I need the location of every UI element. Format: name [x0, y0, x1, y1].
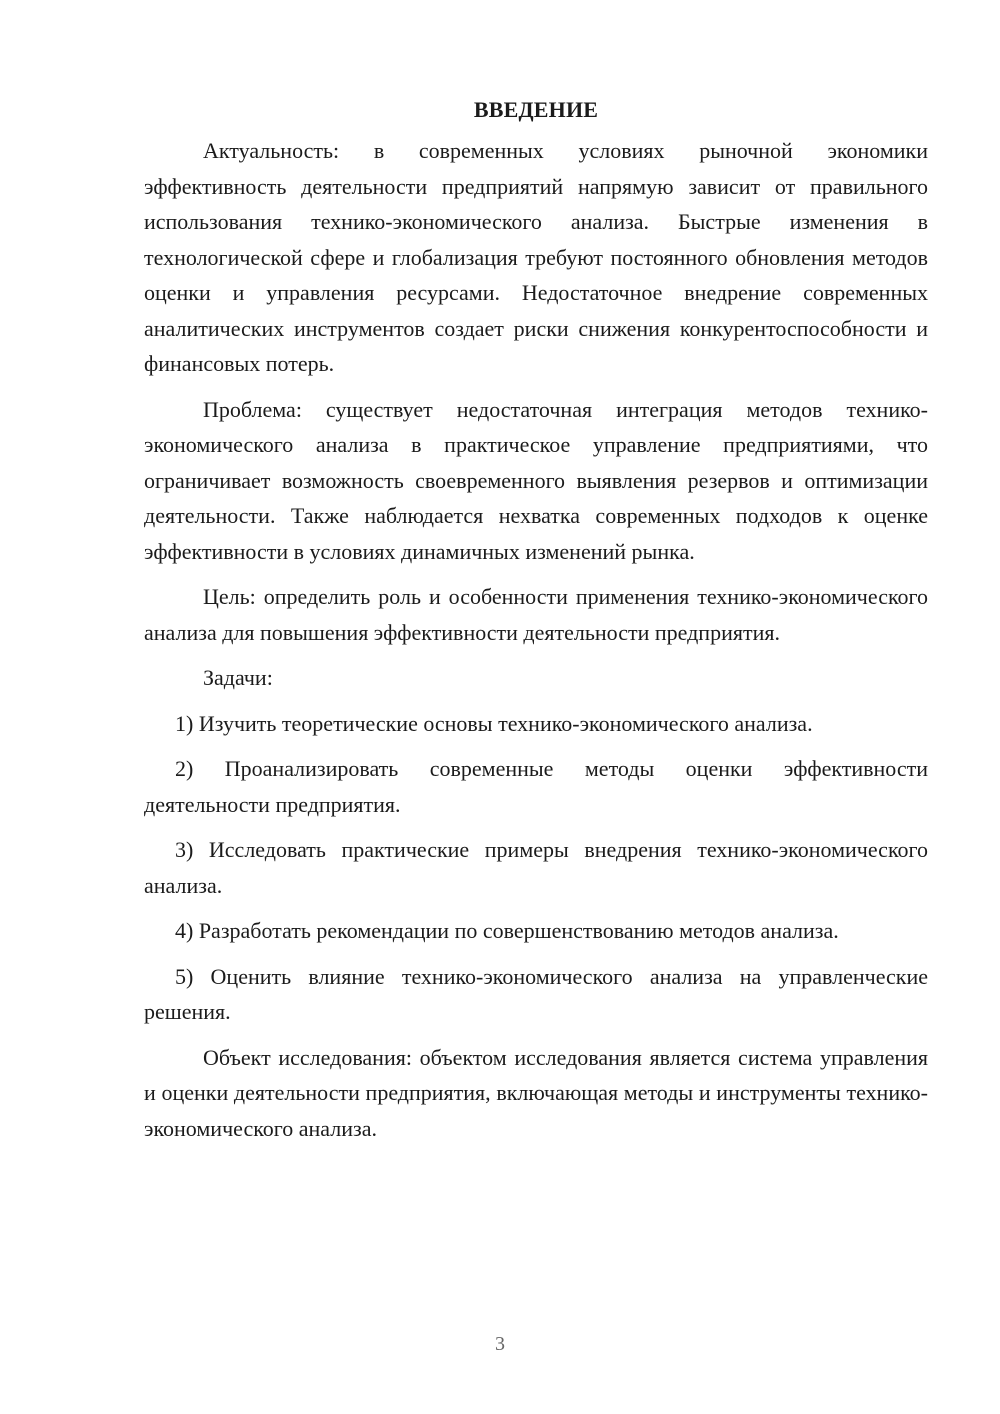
task-item-4: 4) Разработать рекомендации по совершенствованию методов анализа. [175, 918, 839, 943]
page-content [144, 92, 928, 1156]
goal-paragraph: Цель: определить роль и особенности применения технико-экономического анализа для повышения эффективности деятельности предприятия. [144, 584, 928, 645]
problem-paragraph: Проблема: существует недостаточная интеграция методов технико-экономического анализа в практическое управление предприятиями, что ограничивает возможность своевременного выявления резервов и оптимизации деятельности. Также наблюдается нехватка современных подходов к оценке эффективности в условиях динамичных изменений рынка. [144, 396, 928, 564]
object-paragraph: Объект исследования: объектом исследования является система управления и оценки деятельности предприятия, включающая методы и инструменты технико-экономического анализа. [144, 1044, 928, 1141]
task-item-5: 5) Оценить влияние технико-экономического анализа на управленческие решения. [144, 963, 928, 1024]
tasks-label: Задачи: [203, 665, 273, 690]
task-item-1: 1) Изучить теоретические основы технико-экономического анализа. [175, 710, 813, 736]
relevance-paragraph: Актуальность: в современных условиях рыночной экономики эффективность деятельности предприятий напрямую зависит от правильного использования технико-экономического анализа. Быстрые изменения в технологической сфере и глобализация требуют постоянного обновления методов оценки и управления ресурсами. Недостаточное внедрение современных аналитических инструментов создает риски снижения конкурентоспособности и финансовых потерь. [144, 138, 928, 376]
section-heading: ВВЕДЕНИЕ [473, 97, 599, 122]
task-item-2: 2) Проанализировать современные методы оценки эффективности деятельности предприятия. [144, 756, 928, 817]
task-item-3: 3) Исследовать практические примеры внедрения технико-экономического анализа. [144, 837, 928, 898]
page-number: 3 [495, 1333, 505, 1355]
